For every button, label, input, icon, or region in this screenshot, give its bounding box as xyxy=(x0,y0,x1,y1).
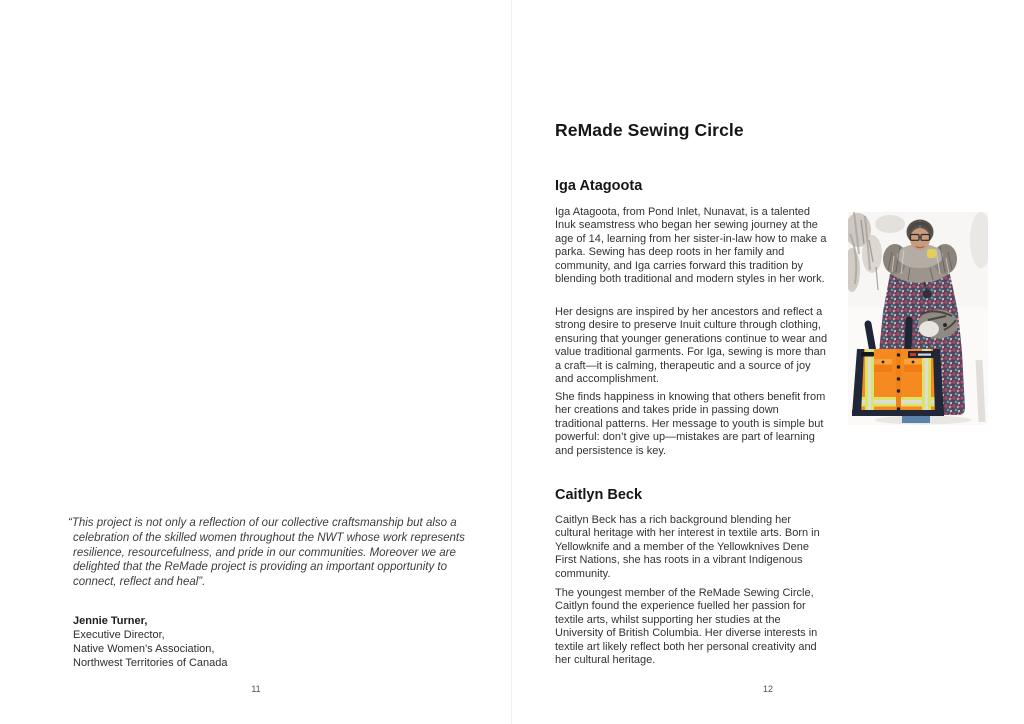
attribution-role: Executive Director, xyxy=(73,629,165,641)
attribution-organization: Native Women’s Association, xyxy=(73,643,215,655)
attribution-name: Jennie Turner, xyxy=(73,615,148,627)
caitlyn-paragraph-2: The youngest member of the ReMade Sewing Circle, Caitlyn found the experience fuelled her passion for textile arts, whilst supporting her studies at the University of British Columbia. Her diverse interests in textile art likely reflect both her personal creativity and her cultural heritage. xyxy=(555,587,818,667)
attribution-region: Northwest Territories of Canada xyxy=(73,657,228,669)
page-fold-divider xyxy=(511,0,512,724)
page-number-right: 12 xyxy=(762,684,773,694)
portrait-photo xyxy=(848,212,988,425)
iga-paragraph-2: Her designs are inspired by her ancestors and reflect a strong desire to preserve Inuit culture through clothing, ensuring that younger generations continue to wear and value traditional garments. For Iga, sewing is more than a craft—it is calming, therapeutic and a source of joy and accomplishment. xyxy=(555,306,828,386)
caitlyn-paragraph-1: Caitlyn Beck has a rich background blending her cultural heritage with her interest in textile arts. Born in Yellowknife and a member of the Yellowknives Dene First Nations, she has roots in a vibrant Indigenous community. xyxy=(555,514,820,580)
chapter-title: ReMade Sewing Circle xyxy=(555,120,744,140)
quote-attribution xyxy=(73,614,227,670)
section-heading-caitlyn-beck: Caitlyn Beck xyxy=(555,487,643,503)
portrait-photo-illustration xyxy=(848,212,988,425)
iga-paragraph-3: She finds happiness in knowing that others benefit from her creations and takes pride in passing down traditional patterns. Her message to youth is simple but powerful: don’t give up—mistakes are part of learning and persistence is key. xyxy=(555,391,826,457)
iga-paragraph-1: Iga Atagoota, from Pond Inlet, Nunavat, is a talented Inuk seamstress who began her sewing journey at the age of 14, learning from her sister-in-law how to make a parka. Sewing has deep roots in her family and community, and Iga carries forward this tradition by blending both traditional and modern styles in her work. xyxy=(555,206,827,286)
section-heading-iga-atagoota: Iga Atagoota xyxy=(555,178,643,194)
page-number-left: 11 xyxy=(251,684,261,694)
pull-quote: “This project is not only a reflection of our collective craftsmanship but also a celebration of the skilled women throughout the NWT whose work represents resilience, resourcefulness, and pride in our communities. Moreover we are delighted that the ReMade project is providing an important opportunity to connect, reflect and heal”. xyxy=(68,517,465,589)
